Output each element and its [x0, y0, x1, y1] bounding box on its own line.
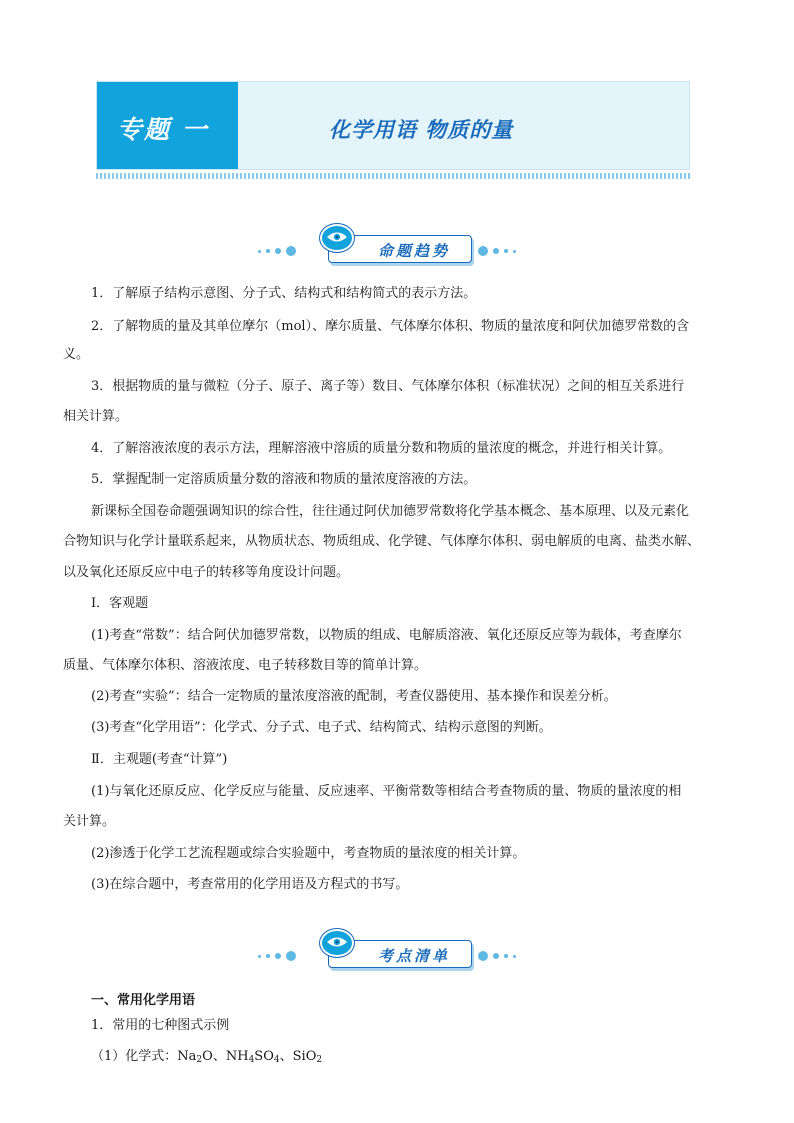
trend-line: 1．了解原子结构示意图、分子式、结构式和结构简式的表示方法。	[91, 286, 477, 301]
section-header-trend	[246, 224, 546, 266]
topic-banner	[96, 81, 690, 170]
trend-line: 义。	[63, 347, 90, 362]
trend-line: (2)渗透于化学工艺流程题或综合实验题中，考查物质的量浓度的相关计算。	[91, 846, 526, 861]
trend-line: 2．了解物质的量及其单位摩尔（mol）、摩尔质量、气体摩尔体积、物质的量浓度和阿伏加德罗常数的含	[91, 319, 690, 334]
formula-prefix: （1）化学式：	[91, 1049, 178, 1064]
trend-line: 以及氧化还原反应中电子的转移等角度设计问题。	[63, 565, 350, 580]
dots-decoration	[258, 244, 296, 258]
dots-decoration	[478, 244, 516, 258]
trend-line: 关计算。	[63, 814, 116, 829]
trend-line: Ⅰ．客观题	[91, 596, 149, 611]
trend-line: 4．了解溶液浓度的表示方法，理解溶液中溶质的质量分数和物质的量浓度的概念，并进行相关计算。	[91, 441, 672, 456]
trend-line: 3．根据物质的量与微粒（分子、原子、离子等）数目、气体摩尔体积（标准状况）之间的相互关系进行	[91, 379, 685, 394]
trend-line: (1)考查“常数”：结合阿伏加德罗常数，以物质的组成、电解质溶液、氧化还原反应等为载体，考查摩尔	[91, 628, 682, 643]
banner-divider	[96, 173, 690, 179]
dots-decoration	[478, 949, 516, 963]
trend-line: Ⅱ．主观题(考查“计算”)	[91, 752, 228, 767]
trend-line: 质量、气体摩尔体积、溶液浓度、电子转移数目等的简单计算。	[63, 658, 428, 673]
section-header-checklist	[246, 929, 546, 971]
trend-line: (3)考查“化学用语”：化学式、分子式、电子式、结构简式、结构示意图的判断。	[91, 720, 552, 735]
checklist-heading: 一、常用化学用语	[91, 993, 196, 1008]
formula-sio2: SiO$_2$	[292, 1049, 323, 1065]
topic-title: 化学用语 物质的量	[329, 118, 514, 142]
trend-line: 新课标全国卷命题强调知识的综合性，往往通过阿伏加德罗常数将化学基本概念、基本原理、以及元素化	[91, 504, 690, 519]
topic-label-block	[97, 82, 238, 169]
trend-line: (2)考查“实验”：结合一定物质的量浓度溶液的配制，考查仪器使用、基本操作和误差分析。	[91, 689, 617, 704]
eye-icon	[320, 224, 354, 252]
formula-separator: 、	[279, 1049, 293, 1064]
trend-line: 5．掌握配制一定溶质质量分数的溶液和物质的量浓度溶液的方法。	[91, 472, 477, 487]
section-title: 考点清单	[377, 947, 450, 965]
trend-line: 相关计算。	[63, 409, 129, 424]
formula-line	[91, 1041, 731, 1072]
topic-label: 专题 一	[117, 115, 209, 144]
dots-decoration	[258, 949, 296, 963]
trend-line: (1)与氧化还原反应、化学反应与能量、反应速率、平衡常数等相结合考查物质的量、物质的量浓度的相	[91, 784, 682, 799]
formula-separator: 、	[212, 1049, 226, 1064]
section-title: 命题趋势	[377, 242, 450, 260]
formula-nh4so4: $NH_4SO_4$	[225, 1049, 280, 1065]
formula-na2o: $Na_2O$	[177, 1049, 213, 1065]
trend-line: (3)在综合题中，考查常用的化学用语及方程式的书写。	[91, 877, 409, 892]
trend-line: 合物知识与化学计量联系起来，从物质状态、物质组成、化学键、气体摩尔体积、弱电解质的电离、盐类水解、	[63, 534, 701, 549]
checklist-subheading: 1．常用的七种图式示例	[91, 1018, 230, 1033]
eye-icon	[320, 929, 354, 957]
